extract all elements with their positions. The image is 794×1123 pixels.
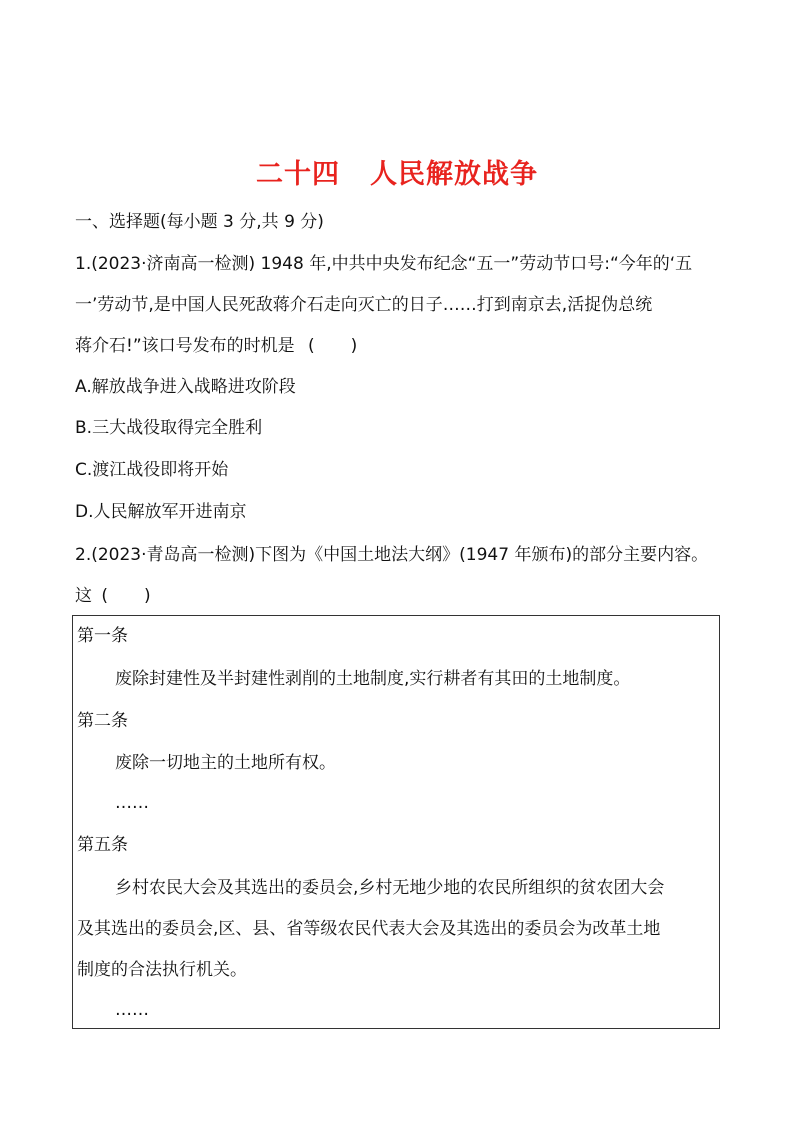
question-1-stem-line-1: 1.(2023·济南高一检测) 1948 年,中共中央发布纪念“五一”劳动节口号:“今年的‘五 [75, 254, 693, 274]
option-b[interactable]: B.三大战役取得完全胜利 [75, 418, 263, 438]
question-1-stem-line-2: 一’劳动节,是中国人民死敌蒋介石走向灭亡的日子……打到南京去,活捉伪总统 [75, 295, 653, 315]
answer-blank-close: ) [350, 336, 358, 356]
option-a[interactable]: A.解放战争进入战略进攻阶段 [75, 377, 296, 397]
section-heading: 一、选择题(每小题 3 分,共 9 分) [75, 212, 324, 232]
excerpt-article-1-text: 废除封建性及半封建性剥削的土地制度,实行耕者有其田的土地制度。 [115, 669, 631, 689]
question-2-stem-text: 这 [75, 586, 92, 606]
excerpt-article-5-heading: 第五条 [77, 835, 128, 855]
excerpt-ellipsis-2: …… [115, 1000, 149, 1020]
question-1-stem-text: 蒋介石!”该口号发布的时机是 [75, 336, 295, 356]
answer-blank-open: ( [101, 586, 109, 606]
excerpt-article-5-text-line-1: 乡村农民大会及其选出的委员会,乡村无地少地的农民所组织的贫农团大会 [115, 878, 665, 898]
question-1-stem-line-3 [75, 334, 735, 358]
option-d[interactable]: D.人民解放军开进南京 [75, 502, 247, 522]
page-title [0, 152, 794, 191]
title-number: 二十四 [256, 159, 340, 190]
excerpt-ellipsis-1: …… [115, 793, 149, 813]
excerpt-article-2-text: 废除一切地主的土地所有权。 [115, 753, 336, 773]
excerpt-box [72, 615, 720, 1029]
excerpt-article-5-text-line-2: 及其选出的委员会,区、县、省等级农民代表大会及其选出的委员会为改革土地 [77, 919, 661, 939]
excerpt-article-2-heading: 第二条 [77, 711, 128, 731]
excerpt-article-5-text-line-3: 制度的合法执行机关。 [77, 960, 247, 980]
title-text: 人民解放战争 [370, 159, 538, 190]
question-2-stem-line-1: 2.(2023·青岛高一检测)下图为《中国土地法大纲》(1947 年颁布)的部分主要内容。 [75, 545, 709, 565]
question-2-stem-line-2 [75, 584, 735, 608]
answer-blank-close: ) [144, 586, 151, 606]
excerpt-article-1-heading: 第一条 [77, 626, 128, 646]
option-c[interactable]: C.渡江战役即将开始 [75, 460, 229, 480]
answer-blank-open: ( [308, 336, 315, 356]
